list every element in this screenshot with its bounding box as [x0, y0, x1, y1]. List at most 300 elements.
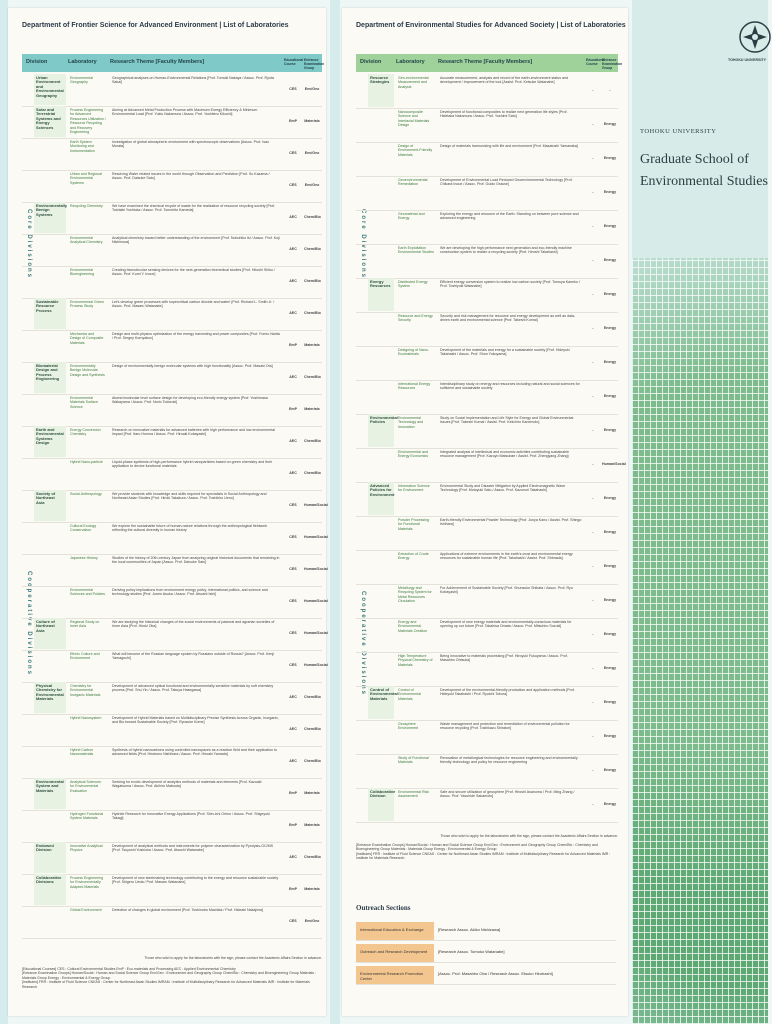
- laboratory-cell: Innovative Analytical Physics: [70, 844, 103, 853]
- division-cell: [368, 346, 394, 379]
- laboratory-cell: High Temperature Physical Chemistry of Materials: [398, 654, 433, 667]
- division-cell: [368, 516, 394, 549]
- research-theme-cell: Being innovative to materials processing [Prof. Hiroyuki Fukuyama / Assoc. Prof. Masahiro Ohtsuka]: [440, 654, 568, 663]
- division-cell: [368, 108, 394, 141]
- lab-row: [356, 754, 618, 789]
- research-theme-cell: Development of new steelmaking technology contributing to the energy and resource sustainable society [Prof. Shigeru Ueda / Prof. Masaru Watanabe]: [112, 876, 279, 885]
- left-note-institutes: [Institutes] FRR : Institute of Fluid Science CNEAS : Center for Northeast Asian Studies IMRAM : Institute of Multidisciplinary Research for Advanced Materials IMR : Institute for Materials Research: [22, 980, 310, 989]
- division-cell: [368, 176, 394, 209]
- exam-group-cell: Materials: [304, 887, 320, 891]
- laboratory-cell: Environmental Materials Surface Science: [70, 396, 98, 409]
- outreach-people: [Research Assoc. Tomoko Watanabe]: [438, 949, 505, 954]
- exam-group-cell: Env/Geo: [304, 183, 320, 187]
- lab-row: [356, 278, 618, 313]
- research-theme-cell: Development of the environmental-friendly production and application methods [Prof. Hideyuki Takahashi / Prof. Ryuichi Tokura]: [440, 688, 575, 697]
- outreach-name: International Education & Exchange: [356, 922, 434, 940]
- division-cell: Urban Environment and Environmental Geography: [34, 74, 66, 105]
- exam-group-cell: Chem/Bio: [304, 439, 321, 443]
- course-code-cell: EmP: [289, 343, 297, 347]
- course-code-cell: AEC: [289, 695, 297, 699]
- exam-group-cell: Chem/Bio: [304, 247, 321, 251]
- course-code-cell: CES: [289, 919, 297, 923]
- frontier-science-panel: [8, 8, 326, 1016]
- division-cell: [368, 380, 394, 413]
- lab-row: [356, 414, 618, 449]
- laboratory-cell: Environmental and Energy Economics: [398, 450, 428, 459]
- lab-row: [356, 312, 618, 347]
- course-code-cell: -: [592, 190, 594, 194]
- school-title-line2: Environmental Studies: [640, 174, 768, 189]
- course-code-cell: AEC: [289, 759, 297, 763]
- lab-row: [22, 906, 322, 939]
- lab-row: [22, 554, 328, 587]
- laboratory-cell: Chemistry for Environmental Inorganic Materials: [70, 684, 101, 697]
- header-exam-group: Entrance Examination Group: [304, 58, 325, 70]
- cooperative-divisions-label: Cooperative Divisions: [360, 591, 366, 697]
- research-theme-cell: Design and multi-physics optimization of the energy harvesting and power composites [Prof. Fumio Narita / Prof. Sergey Kornyakov]: [112, 332, 280, 341]
- exam-group-cell: Materials: [304, 407, 320, 411]
- laboratory-cell: Environmental Risk Assessment: [398, 790, 429, 799]
- course-code-cell: AEC: [289, 727, 297, 731]
- lab-row: [22, 458, 322, 491]
- research-theme-cell: Resolving Water related issues in the world through Observation and Prediction [Prof. So Kazama / Assoc. Prof. Daisuke Sato]: [112, 172, 270, 181]
- exam-group-cell: Chem/Bio: [304, 279, 321, 283]
- exam-group-cell: Chem/Bio: [304, 855, 321, 859]
- left-edge-strip: [0, 0, 8, 1024]
- lab-row: [22, 234, 322, 267]
- lab-row: [356, 482, 618, 517]
- laboratory-cell: Control of Environmental Materials: [398, 688, 421, 701]
- lab-row: [356, 108, 618, 143]
- course-code-cell: CES: [289, 567, 297, 571]
- division-cell: [368, 312, 394, 345]
- course-code-cell: EmP: [289, 823, 297, 827]
- division-cell: [34, 810, 66, 841]
- exam-group-cell: Chem/Bio: [304, 695, 321, 699]
- laboratory-cell: Environmental Bioengineering: [70, 268, 94, 277]
- research-theme-cell: Applications of extreme environments in the earth's crust and environmental energy resources for sustainable human life [Prof. Takahashi / Assist. Prof. Shimada]: [440, 552, 573, 561]
- research-theme-cell: Creating biomolecular sensing devices for the next-generation biomedical studies [Prof. Hitoshi Shiku / Assoc. Prof. Kumi Y. Inoue]: [112, 268, 275, 277]
- course-code-cell: -: [592, 462, 594, 466]
- exam-group-cell: Energy: [603, 632, 617, 636]
- research-theme-cell: What will become of the Russian language spoken by Russians outside of Russia? [Assoc. Prof. Kenji Yamaguchi]: [112, 652, 275, 661]
- research-theme-cell: Development of Environmental Load Reduced Geoenvironmental Technology [Prof. Chikara Inoue / Assoc. Prof. Guido Grause]: [440, 178, 573, 187]
- laboratory-cell: Mechanics and Design of Composite Materials: [70, 332, 104, 345]
- lab-row: [356, 720, 618, 755]
- exam-group-cell: Energy: [603, 530, 617, 534]
- laboratory-cell: Energy and Environmental Materials Creation: [398, 620, 428, 633]
- lab-row: [356, 380, 618, 415]
- outreach-name: Environmental Research Promotion Center: [356, 966, 434, 984]
- course-code-cell: CES: [289, 151, 297, 155]
- research-theme-cell: Hydride Research for Innovative Energy Applications [Prof. Shin-ichi Orimo / Assoc. Prof. Shigeyuki Takagi]: [112, 812, 270, 821]
- lab-row: [22, 362, 322, 395]
- division-cell: [34, 554, 66, 585]
- research-theme-cell: Earth-friendly Environmental Powder Technology [Prof. Junya Kano / Assist. Prof. Shingo Ishihara]: [440, 518, 582, 527]
- course-code-cell: CES: [289, 631, 297, 635]
- course-code-cell: AEC: [289, 311, 297, 315]
- course-code-cell: -: [592, 156, 594, 160]
- laboratory-cell: Japanese History: [70, 556, 98, 560]
- research-theme-cell: We are studying the historical changes of the social environments of pastoral and agrarian societies of Inner Asia [Prof. Hiroki Oka]: [112, 620, 275, 629]
- division-cell: [34, 394, 66, 425]
- exam-group-cell: Energy: [603, 224, 617, 228]
- laboratory-cell: Environmentally Benign Molecular Design and Synthesis: [70, 364, 105, 377]
- exam-group-cell: Energy: [603, 258, 617, 262]
- exam-group-cell: Energy: [603, 734, 617, 738]
- research-theme-cell: Accurate measurement, analysis and record of the earth-environment status and development / Improvement of the tool [Assist. Prof. Keisuke Watanabe]: [440, 76, 569, 85]
- course-code-cell: -: [592, 632, 594, 636]
- division-cell: [34, 650, 66, 681]
- lab-row: [356, 618, 618, 653]
- laboratory-cell: Geomaterial and Energy: [398, 212, 425, 221]
- course-code-cell: AEC: [289, 439, 297, 443]
- research-theme-cell: We explore the sustainable future of human-nature relations through the anthropological fieldwork reflecting the cultural diversity in human history: [112, 524, 268, 533]
- exam-group-cell: Energy: [603, 156, 617, 160]
- lab-row: [22, 682, 322, 715]
- course-code-cell: EmP: [289, 119, 297, 123]
- lab-row: [22, 490, 328, 523]
- lab-row: [356, 346, 618, 381]
- division-cell: [368, 652, 394, 685]
- research-theme-cell: Research on innovative materials for advanced batteries with high performance and low environmental impact [Prof. Itaru Honma / Assoc. Prof. Hiroaki Kobayashi]: [112, 428, 276, 437]
- course-code-cell: -: [592, 394, 594, 398]
- research-theme-cell: Detection of changes in global environment [Prof. Toshinobu Machida / Prof. Hideaki Nakajima]: [112, 908, 263, 912]
- left-table-header: [22, 54, 325, 72]
- laboratory-cell: Hydrogen Functional System Materials: [70, 812, 104, 821]
- laboratory-cell: Design of Environment-Friendly Materials: [398, 144, 433, 157]
- lab-row: [356, 142, 618, 177]
- lab-row: [356, 516, 618, 551]
- course-code-cell: EmP: [289, 407, 297, 411]
- exam-group-cell: Env/Geo: [304, 151, 320, 155]
- exam-group-cell: -: [609, 88, 611, 92]
- course-code-cell: AEC: [289, 247, 297, 251]
- research-theme-cell: Security and risk management for resource and energy development as well as data-driven earth and environmental science [Prof. Takeshi Komai]: [440, 314, 576, 323]
- exam-group-cell: Energy: [603, 700, 617, 704]
- course-code-cell: -: [592, 428, 594, 432]
- course-code-cell: CES: [289, 599, 297, 603]
- laboratory-cell: International Energy Resources: [398, 382, 431, 391]
- research-theme-cell: Let's develop green processes with supercritical carbon dioxide and water! [Prof. Richard L. Smith Jr. / Assoc. Prof. Masaru Watanabe]: [112, 300, 275, 309]
- division-cell: [368, 142, 394, 175]
- division-cell: [34, 234, 66, 265]
- exam-group-cell: Energy: [603, 768, 617, 772]
- lab-row: [22, 842, 322, 875]
- laboratory-cell: Recycling Chemistry: [70, 204, 103, 208]
- lab-row: [22, 778, 322, 811]
- exam-group-cell: Energy: [603, 666, 617, 670]
- laboratory-cell: Geosphere Environment: [398, 722, 419, 731]
- exam-group-cell: Energy: [603, 190, 617, 194]
- outreach-row: [356, 944, 616, 963]
- exam-group-cell: Human/Social: [304, 663, 328, 667]
- laboratory-cell: Study of Functional Materials: [398, 756, 429, 765]
- laboratory-cell: Metallurgy and Recycling System for Metal Resources Circulation: [398, 586, 432, 604]
- division-cell: [34, 458, 66, 489]
- course-code-cell: -: [592, 496, 594, 500]
- university-logo-icon: [738, 20, 772, 54]
- research-theme-cell: Integrated analysis of intellectual and economic activities contributing sustainable resource management [Prof. Kazuyo Matsubae / Assist. Prof. Zhengyang Zhang]: [440, 450, 570, 459]
- lab-row: [22, 330, 322, 363]
- laboratory-cell: Nanocomposite Science and Interfacial Materials Design: [398, 110, 430, 128]
- course-code-cell: AEC: [289, 471, 297, 475]
- outreach-title: Outreach Sections: [356, 904, 411, 912]
- cover-panel: [632, 0, 768, 1024]
- laboratory-cell: Distributed Energy System: [398, 280, 428, 289]
- exam-group-cell: Human/Social: [304, 567, 328, 571]
- research-theme-cell: Development of Hybrid Materials based on Multidisciplinary Precise Synthesis Across Organic, Inorganic, and Bio toward Sustainable Society [Prof. Ryosuke Kome]: [112, 716, 279, 725]
- laboratory-cell: Hybrid Nanosystem: [70, 716, 102, 720]
- division-cell: Environmentally Benign Systems: [34, 202, 66, 233]
- lab-row: [22, 586, 328, 619]
- header-educational-course: Educational Course: [586, 58, 606, 66]
- research-theme-cell: Study on Social Implementation and Life Style for Energy and Global Environmental Issues [Prof. Takeshi Komai / Assist. Prof. Keiichiro Kanemoto]: [440, 416, 574, 425]
- header-exam-group: Entrance Examination Group: [602, 58, 623, 70]
- laboratory-cell: Ethnic Culture and Environment: [70, 652, 100, 661]
- laboratory-cell: Geo-environmental Measurement and Analysis: [398, 76, 429, 89]
- exam-group-cell: Chem/Bio: [304, 375, 321, 379]
- exam-group-cell: Energy: [603, 564, 617, 568]
- lab-row: [22, 170, 322, 203]
- division-cell: [368, 754, 394, 787]
- research-theme-cell: Development of functional composites to realize next generation life styles [Prof. Hidetaka Nakamura / Assoc. Prof. Yoshimi Sato]: [440, 110, 568, 119]
- research-theme-cell: Interdisciplinary study on energy and resources including natural and social sciences for sufficient and sustainable society: [440, 382, 580, 391]
- division-cell: [34, 746, 66, 777]
- exam-group-cell: Env/Geo: [304, 87, 320, 91]
- outreach-name: Outreach and Research Development: [356, 944, 434, 962]
- research-theme-cell: Development of analytical methods and instruments for polymer characterization by Pyrolysis-GC/MS [Prof. Tsuyoshi Yoshioka / Assoc. Prof. Atsushi Watanabe]: [112, 844, 273, 853]
- exam-group-cell: Human/Social: [304, 599, 328, 603]
- laboratory-cell: Information Science for Environment: [398, 484, 430, 493]
- division-cell: [34, 714, 66, 745]
- course-code-cell: -: [592, 598, 594, 602]
- laboratory-cell: Process Engineering for Advanced Resources Utilization / Resource Recycling and Recovery Engineering: [70, 108, 106, 135]
- division-cell: Collaborative Division: [368, 788, 394, 821]
- exam-group-cell: Human/Social: [304, 631, 328, 635]
- exam-group-cell: Human/Social: [304, 535, 328, 539]
- research-theme-cell: Development of new energy materials and environmentally-conscious materials for opening up our future [Prof. Takahisa Omata / Assoc. Prof. Mitsuhiro Suzuki]: [440, 620, 572, 629]
- course-code-cell: AEC: [289, 375, 297, 379]
- lab-row: [356, 550, 618, 585]
- left-panel-title: Department of Frontier Science for Advanced Environment | List of Laboratories: [22, 22, 289, 29]
- division-cell: [34, 586, 66, 617]
- research-theme-cell: For Achievement of Sustainable Society [Prof. Shunsuke Shibata / Assoc. Prof. Ryu Kobayashi]: [440, 586, 573, 595]
- lab-row: [22, 746, 322, 779]
- division-cell: [368, 448, 394, 481]
- laboratory-cell: Earth Exploitation Environmental Studies: [398, 246, 434, 255]
- left-note-apply: Those who wish to apply for the laboratories with the sign, please contact the Academic Affairs Section in advance.: [144, 956, 322, 960]
- exam-group-cell: Chem/Bio: [304, 215, 321, 219]
- research-theme-cell: Development of the materials and energy for a sustainable society [Prof. Hideyuki Takahashi / Assoc. Prof. Shun Yokoyama]: [440, 348, 570, 357]
- research-theme-cell: Safe and secure utilization of geosphere [Prof. Hiroshi Asanuma / Prof. Ming Zhang / Assoc. Prof. Yasuhide Sakamoto]: [440, 790, 575, 799]
- tree-mosaic-image: [632, 258, 768, 1024]
- course-code-cell: -: [592, 768, 594, 772]
- lab-row: [356, 176, 618, 211]
- header-research-theme: Research Theme [Faculty Members]: [110, 59, 205, 65]
- exam-group-cell: Materials: [304, 791, 320, 795]
- research-theme-cell: Seeking for exotic development of analytics methods of materials and elements [Prof. Kazuaki Wagatsuma / Assoc. Prof. Akihiro Matsuda]: [112, 780, 262, 789]
- course-code-cell: -: [592, 224, 594, 228]
- laboratory-cell: Designing of Nano-Ecomaterials: [398, 348, 429, 357]
- course-code-cell: CES: [289, 663, 297, 667]
- laboratory-cell: Extraction of Crude Energy: [398, 552, 429, 561]
- lab-row: [22, 522, 328, 555]
- lab-row: [356, 584, 618, 619]
- research-theme-cell: Environmental Study and Disaster Mitigation by Applied Electromagnetic Wave Technology [Prof. Motoyuki Sato / Assoc. Prof. Kazunori Takahashi]: [440, 484, 566, 493]
- course-code-cell: AEC: [289, 279, 297, 283]
- core-divisions-label: Core Divisions: [26, 208, 32, 279]
- research-theme-cell: We have examined the chemical recycle of waste for the realization of resource recycling society [Prof. Toshiaki Yoshioka / Assoc. Prof. Tomohito Kameda]: [112, 204, 276, 213]
- exam-group-cell: Energy: [603, 598, 617, 602]
- research-theme-cell: Investigation of global atmospheric environment with spectroscopic observations [Assoc. Prof. Isao Murata]: [112, 140, 270, 149]
- lab-row: [22, 298, 322, 331]
- lab-row: [22, 106, 322, 139]
- lab-row: [356, 652, 618, 687]
- cooperative-divisions-label: Cooperative Divisions: [26, 571, 32, 677]
- core-divisions-label: Core Divisions: [360, 208, 366, 279]
- course-code-cell: CES: [289, 535, 297, 539]
- laboratory-cell: Geoenvironmental Remediation: [398, 178, 428, 187]
- lab-row: [22, 650, 328, 683]
- exam-group-cell: Materials: [304, 823, 320, 827]
- division-cell: [34, 330, 66, 361]
- exam-group-cell: Materials: [304, 119, 320, 123]
- center-strip: [330, 0, 340, 1024]
- laboratory-cell: Environmental Technology and Innovation: [398, 416, 424, 429]
- division-cell: Biomaterial Design and Process Engineering: [34, 362, 66, 393]
- outreach-people: [Research Assoc. Akiko Nishizawa]: [438, 927, 501, 932]
- course-code-cell: EmP: [289, 887, 297, 891]
- division-cell: [34, 138, 66, 169]
- lab-row: [22, 714, 322, 747]
- lab-row: [22, 394, 322, 427]
- exam-group-cell: Energy: [603, 326, 617, 330]
- course-code-cell: -: [592, 564, 594, 568]
- lab-row: [356, 210, 618, 245]
- logo-text: TOHOKU UNIVERSITY: [728, 58, 767, 62]
- right-note-groups: [Entrance Examination Groups] Human/Social : Human and Social Science Group Env/Geo : Environment and Geography Group Chem/Bio : Chemistry and Bioengineering Group Materials : Materials Group Energy : Environmental & Energy Group: [356, 842, 598, 852]
- outreach-row: [356, 966, 616, 985]
- exam-group-cell: Materials: [304, 343, 320, 347]
- lab-row: [356, 448, 626, 483]
- research-theme-cell: Synthesis of hybrid nanocarbons using controlled nanospaces as a reaction field and their application to advanced fields [Prof. Hirotomo Nishihara / Assoc. Prof. Hiroaki Yamada]: [112, 748, 278, 757]
- header-laboratory: Laboratory: [396, 59, 425, 65]
- division-cell: Society of Northeast Asia: [34, 490, 66, 521]
- environmental-studies-panel: [342, 8, 628, 1016]
- laboratory-cell: Social Anthropology: [70, 492, 102, 496]
- division-cell: [34, 906, 66, 937]
- lab-row: [22, 874, 322, 907]
- research-theme-cell: Efficient energy conversion system to realize low carbon society [Prof. Tomoya Kaneko / Prof. Toshiyuki Watanabe]: [440, 280, 580, 289]
- course-code-cell: CES: [289, 503, 297, 507]
- course-code-cell: CES: [289, 87, 297, 91]
- header-laboratory: Laboratory: [68, 59, 97, 65]
- header-research-theme: Research Theme [Faculty Members]: [438, 59, 533, 65]
- lab-row: [22, 266, 322, 299]
- division-cell: Earth and Environmental Systems Design: [34, 426, 66, 457]
- division-cell: [34, 170, 66, 201]
- lab-row: [22, 618, 328, 651]
- research-theme-cell: Renovation of metallurgical technologies for resource engineering and environmentally friendly technology and policy for resource engineering: [440, 756, 578, 765]
- school-title-line1: Graduate School of: [640, 152, 749, 167]
- lab-row: [22, 138, 322, 171]
- division-cell: Advanced Policies for Environment: [368, 482, 394, 515]
- laboratory-cell: Earth System Monitoring and Instrumentation: [70, 140, 95, 153]
- division-cell: Energy Resources: [368, 278, 394, 311]
- division-cell: [34, 522, 66, 553]
- division-cell: [368, 584, 394, 617]
- division-cell: Collaborative Divisions: [34, 874, 66, 905]
- exam-group-cell: Env/Geo: [304, 919, 320, 923]
- division-cell: [368, 210, 394, 243]
- exam-group-cell: Energy: [603, 496, 617, 500]
- exam-group-cell: Energy: [603, 292, 617, 296]
- research-theme-cell: Liquid-phase synthesis of high-performance hybrid nanoparticles based on green chemistry and their application to device functional materials: [112, 460, 273, 469]
- laboratory-cell: Environmental Sciences and Policies: [70, 588, 105, 597]
- header-division: Division: [26, 59, 48, 65]
- division-cell: Culture of Northeast Asia: [34, 618, 66, 649]
- research-theme-cell: We are developing the high performance next generation and eco-friendly machine construction system to realize a recycling society [Prof. Hiroshi Takahashi]: [440, 246, 572, 255]
- left-note-courses: [Educational Courses] CES : Cultural Environmental Studies EmP : Eco-materials and Processing AEC : Applied Environmental Chemistry: [22, 966, 236, 971]
- division-cell: [368, 550, 394, 583]
- research-theme-cell: Exploring the energy and resource of the Earth: Standing on between pure science and advanced engineering: [440, 212, 579, 221]
- lab-row: [22, 74, 322, 107]
- course-code-cell: -: [592, 734, 594, 738]
- course-code-cell: -: [592, 530, 594, 534]
- research-theme-cell: Waste management and protection and remediation of environmental pollution for resource recycling [Prof. Toshikazu Shiratori]: [440, 722, 570, 731]
- exam-group-cell: Energy: [603, 394, 617, 398]
- left-note-groups: [Entrance Examination Groups] Human/Social : Human and Social Science Group Env/Geo : Environment and Geography Group Chem/Bio : Chemistry and Bioengineering Group Materials : Materials Group Energy : Environmental & Energy Group: [22, 971, 316, 980]
- laboratory-cell: Powder Processing for Functional Materials: [398, 518, 429, 531]
- laboratory-cell: Environmental Analytical Chemistry: [70, 236, 103, 245]
- course-code-cell: -: [592, 122, 594, 126]
- exam-group-cell: Chem/Bio: [304, 471, 321, 475]
- lab-row: [356, 244, 618, 279]
- laboratory-cell: Hybrid Nano-particle: [70, 460, 103, 464]
- lab-row: [22, 202, 322, 235]
- division-cell: Environmental Policies: [368, 414, 394, 447]
- exam-group-cell: Chem/Bio: [304, 311, 321, 315]
- right-panel-title: Department of Environmental Studies for Advanced Society | List of Laboratories: [356, 22, 626, 29]
- course-code-cell: AEC: [289, 855, 297, 859]
- course-code-cell: -: [592, 666, 594, 670]
- laboratory-cell: Global Environment: [70, 908, 102, 912]
- left-notes: [22, 956, 322, 990]
- division-cell: Endowed Division: [34, 842, 66, 873]
- course-code-cell: CES: [289, 183, 297, 187]
- division-cell: [34, 266, 66, 297]
- exam-group-cell: Energy: [603, 360, 617, 364]
- right-note-institutes: [Institutes] FRR : Institute of Fluid Science CNEAS : Center for Northeast Asian Studies IMRAM : Institute of Multidisciplinary Research for Advanced Materials IMR : Institute for Materials Research: [356, 851, 611, 861]
- division-cell: Environmental System and Materials: [34, 778, 66, 809]
- research-theme-cell: Design of environmentally benign molecular systems with high functionality [Assoc. Prof. Masaki Ota]: [112, 364, 273, 368]
- lab-row: [356, 788, 618, 823]
- laboratory-cell: Process Engineering for Environmentally Adapted Materials: [70, 876, 104, 889]
- exam-group-cell: Energy: [603, 428, 617, 432]
- laboratory-cell: Hybrid Carbon Nanomaterials: [70, 748, 94, 757]
- division-cell: Resource Strategies: [368, 74, 394, 107]
- header-educational-course: Educational Course: [284, 58, 304, 66]
- lab-row: [22, 426, 322, 459]
- laboratory-cell: Environmental Geography: [70, 76, 93, 85]
- division-cell: [368, 720, 394, 753]
- course-code-cell: -: [592, 700, 594, 704]
- research-theme-cell: Studies of the history of 20th century Japan from analyzing original historical documents that remaining in the local communities of Japan [Assoc. Prof. Daisuke Sato]: [112, 556, 280, 565]
- division-cell: Sustainable Resource Process: [34, 298, 66, 329]
- research-theme-cell: Deriving policy implications from environment energy policy, international politics, and science and technology studies [Prof. Jusen Asuka / Assoc. Prof. Atsushi Ishii]: [112, 588, 268, 597]
- division-cell: Control of Environmental Materials: [368, 686, 394, 719]
